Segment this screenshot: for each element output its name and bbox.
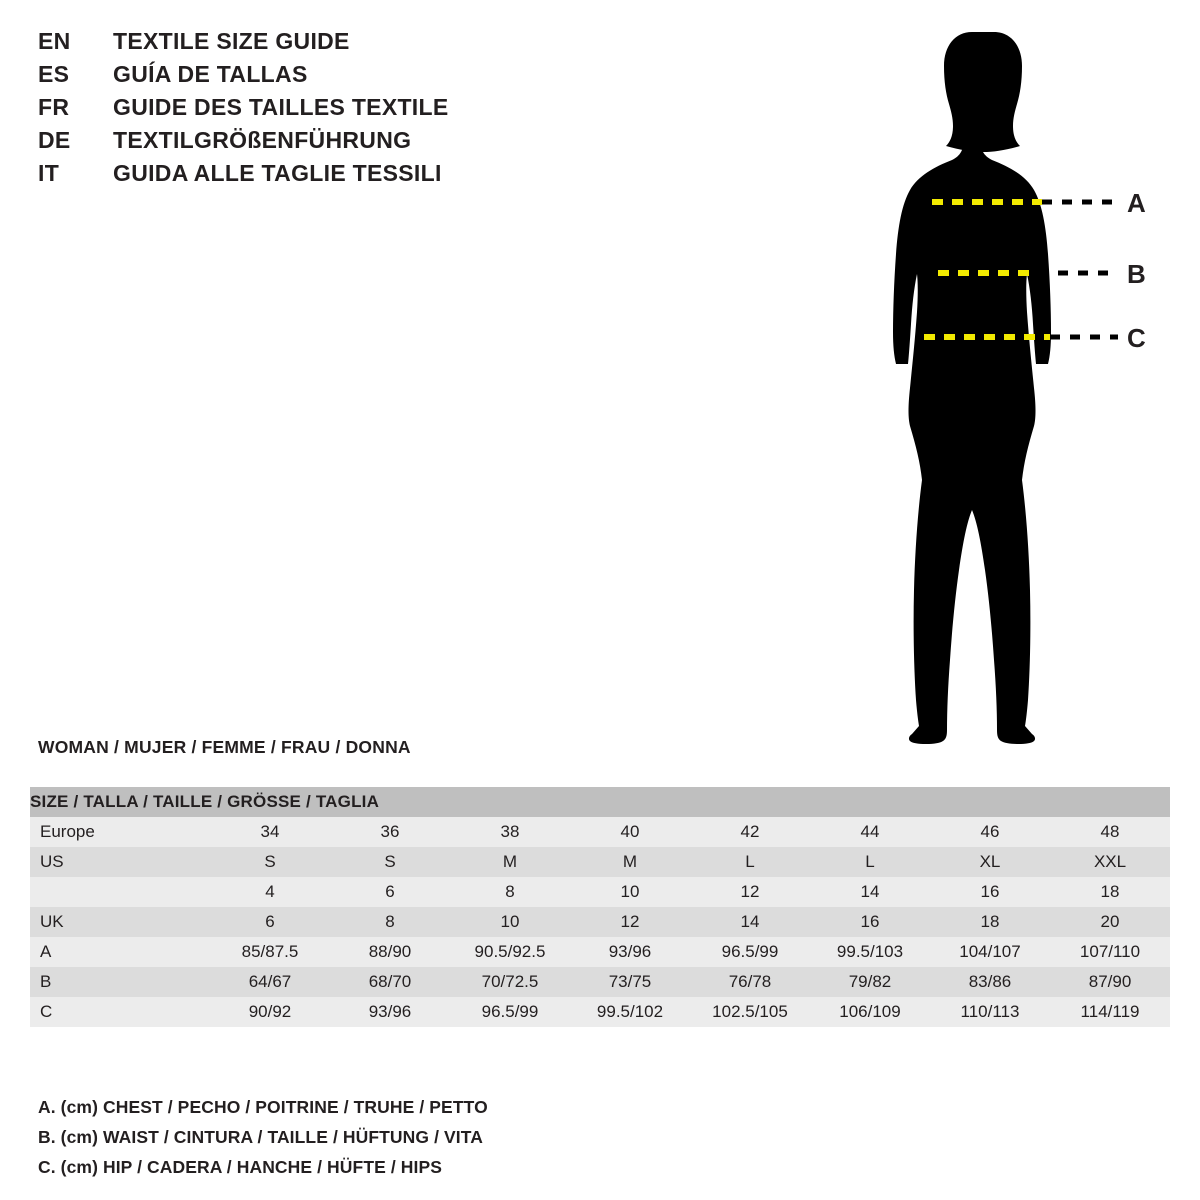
cell: 12 [620,912,640,931]
cell: L [865,852,875,871]
table-row [30,847,1170,877]
cell: 76/78 [728,972,772,991]
body-measurement-figure [860,10,1190,750]
cell: 10 [620,882,640,901]
table-row [30,877,1170,907]
title-row [38,127,598,160]
legend-line-b: B. (cm) WAIST / CINTURA / TAILLE / HÜFTUNG / VITA [38,1127,483,1147]
table-row [30,817,1170,847]
cell: M [502,852,518,871]
cell: 70/72.5 [481,972,539,991]
title-text-es: GUÍA DE TALLAS [113,61,308,87]
cell: 8 [385,912,395,931]
cell: 8 [505,882,515,901]
female-silhouette-icon [893,32,1051,744]
cell: 34 [260,822,280,841]
cell: M [622,852,638,871]
cell: 73/75 [608,972,652,991]
row-label-us-numeric [30,877,210,907]
section-caption: WOMAN / MUJER / FEMME / FRAU / DONNA [38,737,411,757]
title-row [38,28,598,61]
cell: 4 [265,882,275,901]
row-label-uk: UK [40,912,64,931]
size-table [30,787,1170,1027]
cell: 85/87.5 [241,942,299,961]
cell: 40 [620,822,640,841]
cell: 12 [740,882,760,901]
cell: 6 [385,882,395,901]
cell: 104/107 [959,942,1021,961]
cell: 68/70 [368,972,412,991]
cell: 90/92 [248,1002,292,1021]
cell: 110/113 [960,1002,1020,1021]
row-label-a: A [40,942,52,961]
marker-label-a: A [1127,188,1146,218]
cell: 114/119 [1080,1002,1140,1021]
cell: 18 [1100,882,1120,901]
title-lang-en: EN [38,28,71,54]
cell: 87/90 [1088,972,1132,991]
cell: 44 [860,822,880,841]
cell: S [264,852,276,871]
cell: 14 [740,912,760,931]
row-label-b: B [40,972,52,991]
cell: 96.5/99 [481,1002,539,1021]
cell: 93/96 [368,1002,412,1021]
cell: 14 [860,882,880,901]
title-text-en: TEXTILE SIZE GUIDE [113,28,350,54]
table-row [30,937,1170,967]
cell: 102.5/105 [712,1002,788,1021]
cell: XXL [1093,852,1127,871]
cell: 79/82 [848,972,892,991]
row-label-europe: Europe [40,822,95,841]
cell: L [745,852,755,871]
cell: 64/67 [248,972,292,991]
cell: 90.5/92.5 [474,942,546,961]
cell: 106/109 [839,1002,901,1021]
title-row [38,94,598,127]
table-row [30,907,1170,937]
legend-line-c: C. (cm) HIP / CADERA / HANCHE / HÜFTE / HIPS [38,1157,443,1177]
table-row [30,997,1170,1027]
cell: 36 [380,822,400,841]
cell: 83/86 [968,972,1012,991]
cell: 16 [980,882,1000,901]
title-row [38,61,598,94]
cell: 42 [740,822,760,841]
title-text-it: GUIDA ALLE TAGLIE TESSILI [113,160,442,186]
cell: 10 [500,912,520,931]
title-lang-it: IT [38,160,60,186]
table-row [30,967,1170,997]
cell: 6 [265,912,275,931]
title-text-de: TEXTILGRÖßENFÜHRUNG [113,127,412,153]
table-header-row [30,787,1170,817]
cell: 107/110 [1079,942,1141,961]
legend-line-a: A. (cm) CHEST / PECHO / POITRINE / TRUHE / PETTO [38,1097,488,1117]
title-block [38,28,598,193]
title-lang-fr: FR [38,94,70,120]
row-label-c: C [40,1002,53,1021]
marker-label-c: C [1127,323,1146,353]
cell: 48 [1100,822,1120,841]
measurement-legend [38,1092,738,1182]
title-lang-es: ES [38,61,70,87]
title-text-fr: GUIDE DES TAILLES TEXTILE [113,94,449,120]
cell: 16 [860,912,880,931]
table-header-title: SIZE / TALLA / TAILLE / GRÖSSE / TAGLIA [30,787,1170,817]
cell: 38 [500,822,520,841]
cell: 96.5/99 [721,942,779,961]
cell: 88/90 [368,942,412,961]
cell: 99.5/102 [596,1002,664,1021]
cell: XL [979,852,1001,871]
marker-label-b: B [1127,259,1146,289]
row-label-us: US [40,852,64,871]
title-row [38,160,598,193]
cell: 93/96 [608,942,652,961]
cell: 46 [980,822,1000,841]
cell: 18 [980,912,1000,931]
title-lang-de: DE [38,127,71,153]
cell: 20 [1100,912,1120,931]
cell: S [384,852,396,871]
cell: 99.5/103 [836,942,904,961]
